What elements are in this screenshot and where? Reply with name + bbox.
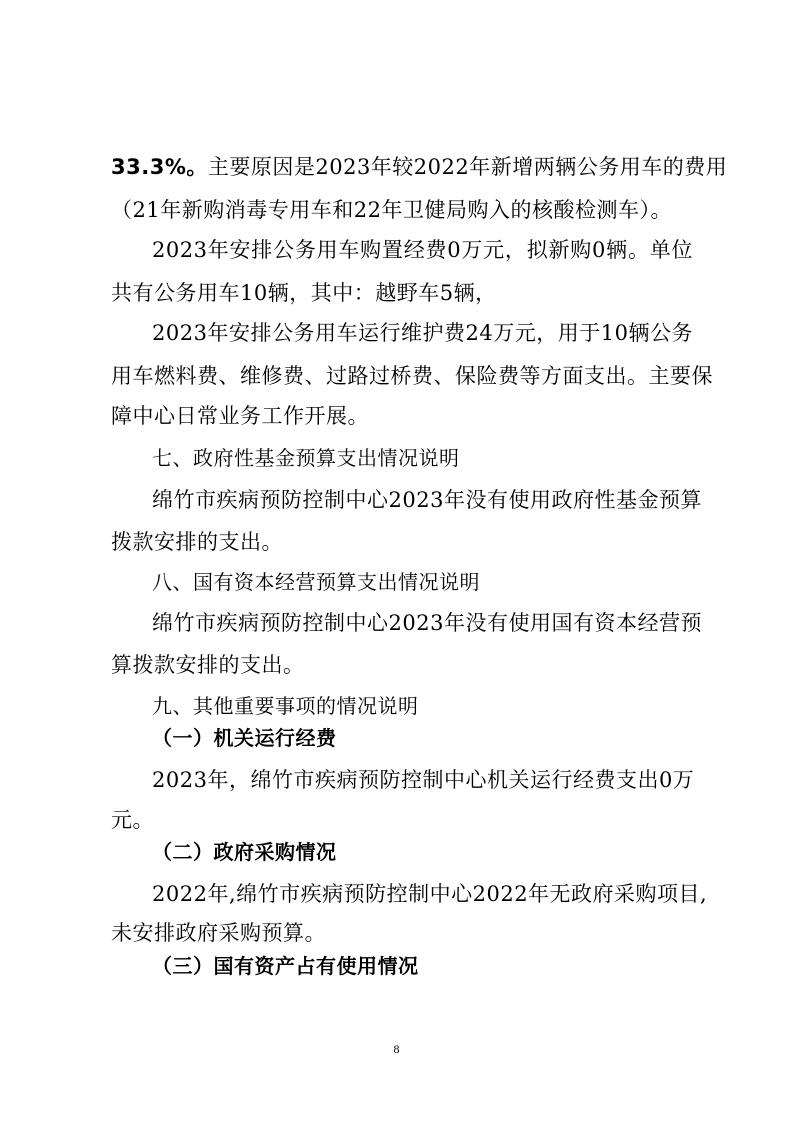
paragraph-line: 用车燃料费、维修费、过路过桥费、保险费等方面支出。主要保 [111, 364, 713, 388]
paragraph-line: 2022年,绵竹市疾病预防控制中心2022年无政府采购项目, [152, 882, 708, 906]
sub-heading-2: （二）政府采购情况 [152, 840, 337, 864]
paragraph-line [111, 147, 728, 187]
paragraph-line: 拨款安排的支出。 [111, 530, 283, 554]
paragraph-line: 算拨款安排的支出。 [111, 653, 305, 677]
sub-heading-3: （三）国有资产占有使用情况 [152, 954, 419, 978]
paragraph-line: （21年新购消毒专用车和22年卫健局购入的核酸检测车）。 [111, 198, 672, 222]
sub-heading-1: （一）机关运行经费 [152, 726, 337, 750]
page-number: 8 [393, 1042, 400, 1056]
section-heading-7: 七、政府性基金预算支出情况说明 [152, 446, 460, 470]
paragraph-line: 2023年，绵竹市疾病预防控制中心机关运行经费支出0万 [152, 768, 695, 792]
percentage-bold: 33.3%。 [111, 155, 208, 179]
section-heading-8: 八、国有资本经营预算支出情况说明 [152, 570, 480, 594]
paragraph-line: 障中心日常业务工作开展。 [111, 404, 369, 428]
paragraph-line: 2023年安排公务用车购置经费0万元，拟新购0辆。单位 [152, 238, 693, 262]
paragraph-line: 元。 [111, 808, 154, 832]
paragraph-line: 绵竹市疾病预防控制中心2023年没有使用政府性基金预算 [152, 488, 702, 512]
paragraph-line: 共有公务用车10辆，其中：越野车5辆， [111, 281, 497, 305]
paragraph-text: 主要原因是2023年较2022年新增两辆公务用车的费用 [207, 155, 728, 179]
paragraph-line: 2023年安排公务用车运行维护费24万元，用于10辆公务 [152, 321, 693, 345]
paragraph-line: 绵竹市疾病预防控制中心2023年没有使用国有资本经营预 [152, 611, 702, 635]
paragraph-line: 未安排政府采购预算。 [111, 921, 326, 945]
section-heading-9: 九、其他重要事项的情况说明 [152, 694, 419, 718]
